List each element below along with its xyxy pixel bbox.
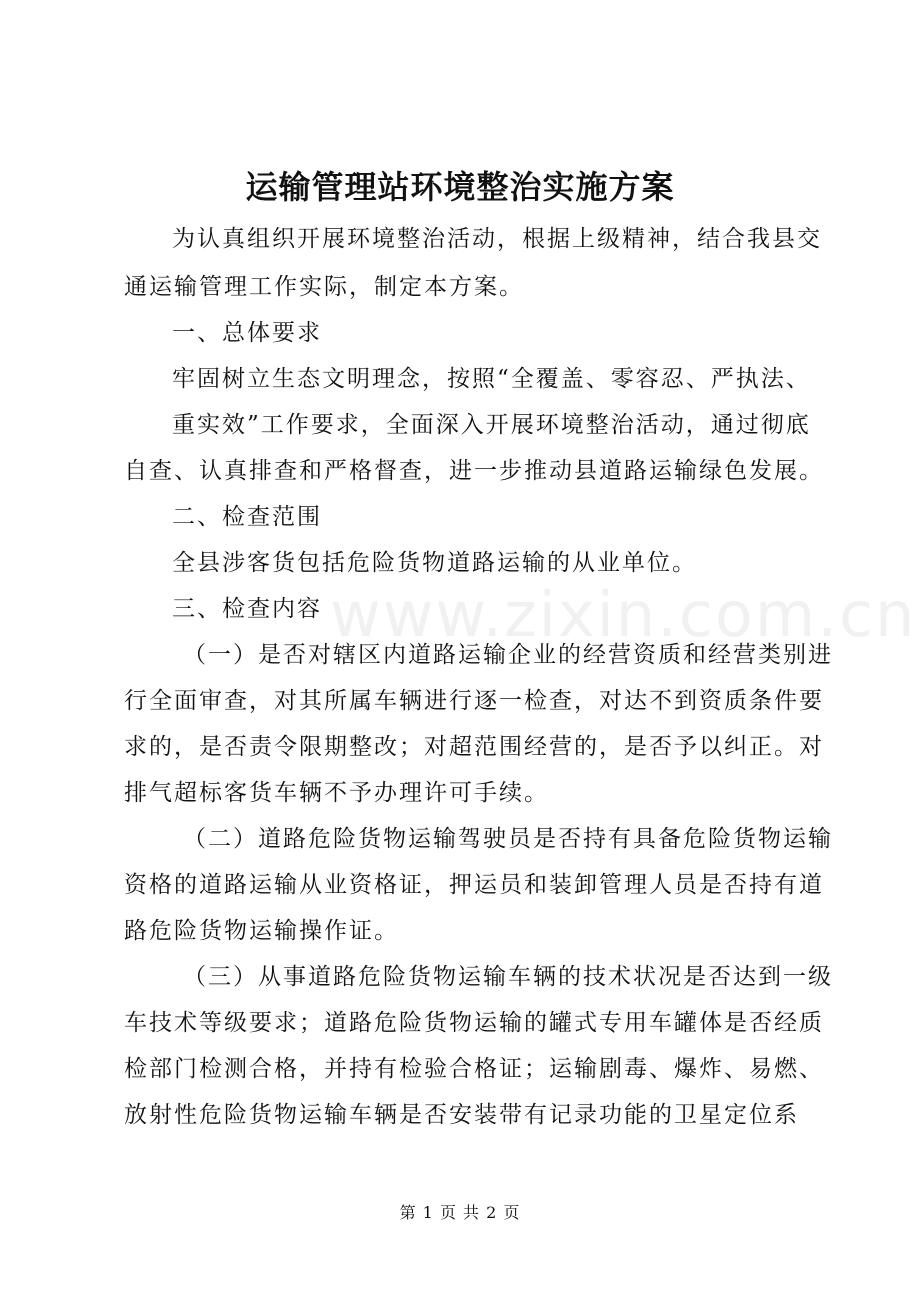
- paragraph-line: 检部门检测合格，并持有检验合格证；运输剧毒、爆炸、易燃、: [124, 1056, 824, 1082]
- section-heading: 二、检查范围: [172, 504, 322, 530]
- paragraph-line: （三）从事道路危险货物运输车辆的技术状况是否达到一级: [183, 964, 833, 990]
- document-title: 运输管理站环境整治实施方案: [245, 168, 675, 206]
- paragraph-line: 资格的道路运输从业资格证，押运员和装卸管理人员是否持有道: [124, 872, 824, 898]
- page-number: 第 1 页 共 2 页: [399, 1203, 521, 1222]
- paragraph-line: （一）是否对辖区内道路运输企业的经营资质和经营类别进: [183, 642, 833, 668]
- paragraph-line: 排气超标客货车辆不予办理许可手续。: [124, 780, 549, 806]
- paragraph-line: （二）道路危险货物运输驾驶员是否持有具备危险货物运输: [183, 826, 833, 852]
- section-heading: 三、检查内容: [172, 596, 322, 622]
- section-heading: 一、总体要求: [172, 320, 322, 346]
- paragraph-line: 放射性危险货物运输车辆是否安装带有记录功能的卫星定位系: [124, 1102, 799, 1128]
- watermark: www.zixin.com.cn: [330, 578, 917, 651]
- paragraph-line: 通运输管理工作实际，制定本方案。: [124, 274, 524, 300]
- paragraph-line: 全县涉客货包括危险货物道路运输的从业单位。: [172, 550, 697, 576]
- paragraph-line: 为认真组织开展环境整治活动，根据上级精神，结合我县交: [172, 226, 822, 252]
- paragraph-line: 车技术等级要求；道路危险货物运输的罐式专用车罐体是否经质: [124, 1010, 824, 1036]
- paragraph-line: 自查、认真排查和严格督查，进一步推动县道路运输绿色发展。: [124, 458, 824, 484]
- paragraph-line: 求的，是否责令限期整改；对超范围经营的，是否予以纠正。对: [124, 734, 824, 760]
- paragraph-line: 牢固树立生态文明理念，按照“全覆盖、零容忍、严执法、: [172, 366, 811, 392]
- paragraph-line: 重实效”工作要求，全面深入开展环境整治活动，通过彻底: [172, 412, 811, 438]
- paragraph-line: 路危险货物运输操作证。: [124, 918, 399, 944]
- paragraph-line: 行全面审查，对其所属车辆进行逐一检查，对达不到资质条件要: [124, 688, 824, 714]
